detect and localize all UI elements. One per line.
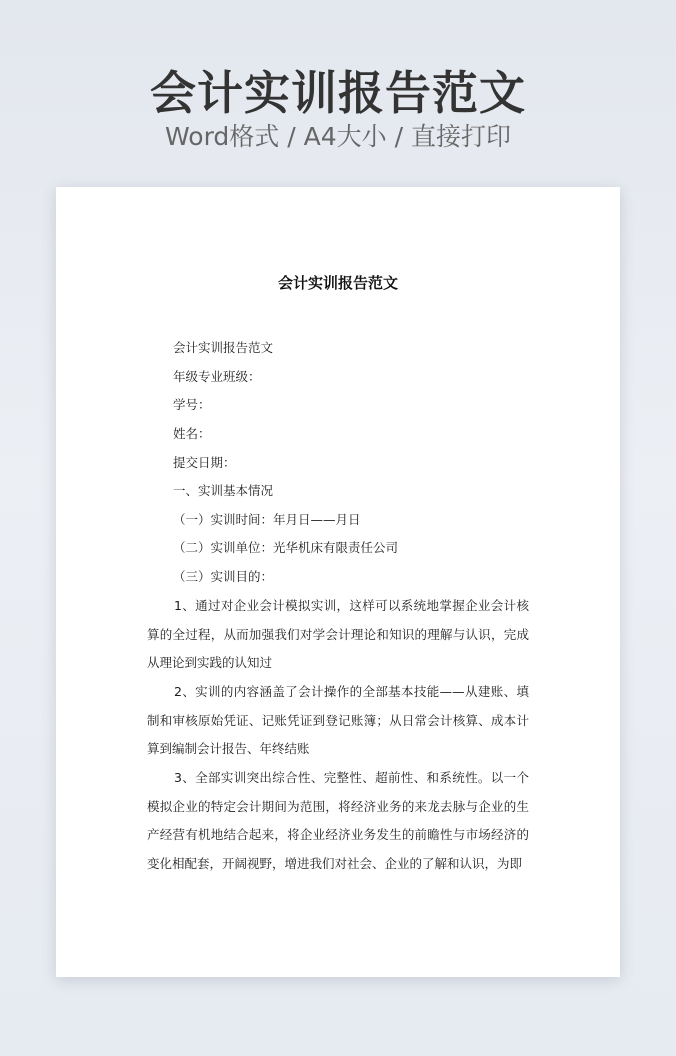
document-line-training-unit: （二）实训单位：光华机床有限责任公司 [173,540,399,555]
paragraph-3: 3、全部实训突出综合性、完整性、超前性、和系统性。以一个模拟企业的特定会计期间为范围，将经济业务的来龙去脉与企业的生产经营有机地结合起来，将企业经济业务发生的前瞻性与市场经济的变化相配套，开阔视野，增进我们对社会、企业的了解和认识，为即 [147,770,529,871]
document-line-heading: 会计实训报告范文 [173,340,274,355]
document-line-training-purpose: （三）实训目的： [173,569,274,584]
section-heading: 一、实训基本情况 [173,483,274,498]
document-line-date: 提交日期： [173,455,236,470]
document-line-student-id: 学号： [173,397,211,412]
banner-title: 会计实训报告范文 [150,66,526,120]
document-title: 会计实训报告范文 [277,274,398,292]
banner-subtitle: Word格式 / A4大小 / 直接打印 [165,122,511,151]
document-page [56,187,620,977]
document-line-class: 年级专业班级： [173,369,261,384]
paragraph-2: 2、实训的内容涵盖了会计操作的全部基本技能——从建账、填制和审核原始凭证、记账凭证到登记账簿；从日常会计核算、成本计算到编制会计报告、年终结账 [147,684,529,757]
document-line-name: 姓名： [173,426,211,441]
paragraph-1: 1、通过对企业会计模拟实训，这样可以系统地掌握企业会计核算的全过程，从而加强我们对学会计理论和知识的理解与认识，完成从理论到实践的认知过 [147,598,529,671]
document-line-training-time: （一）实训时间：年月日——月日 [173,512,361,527]
